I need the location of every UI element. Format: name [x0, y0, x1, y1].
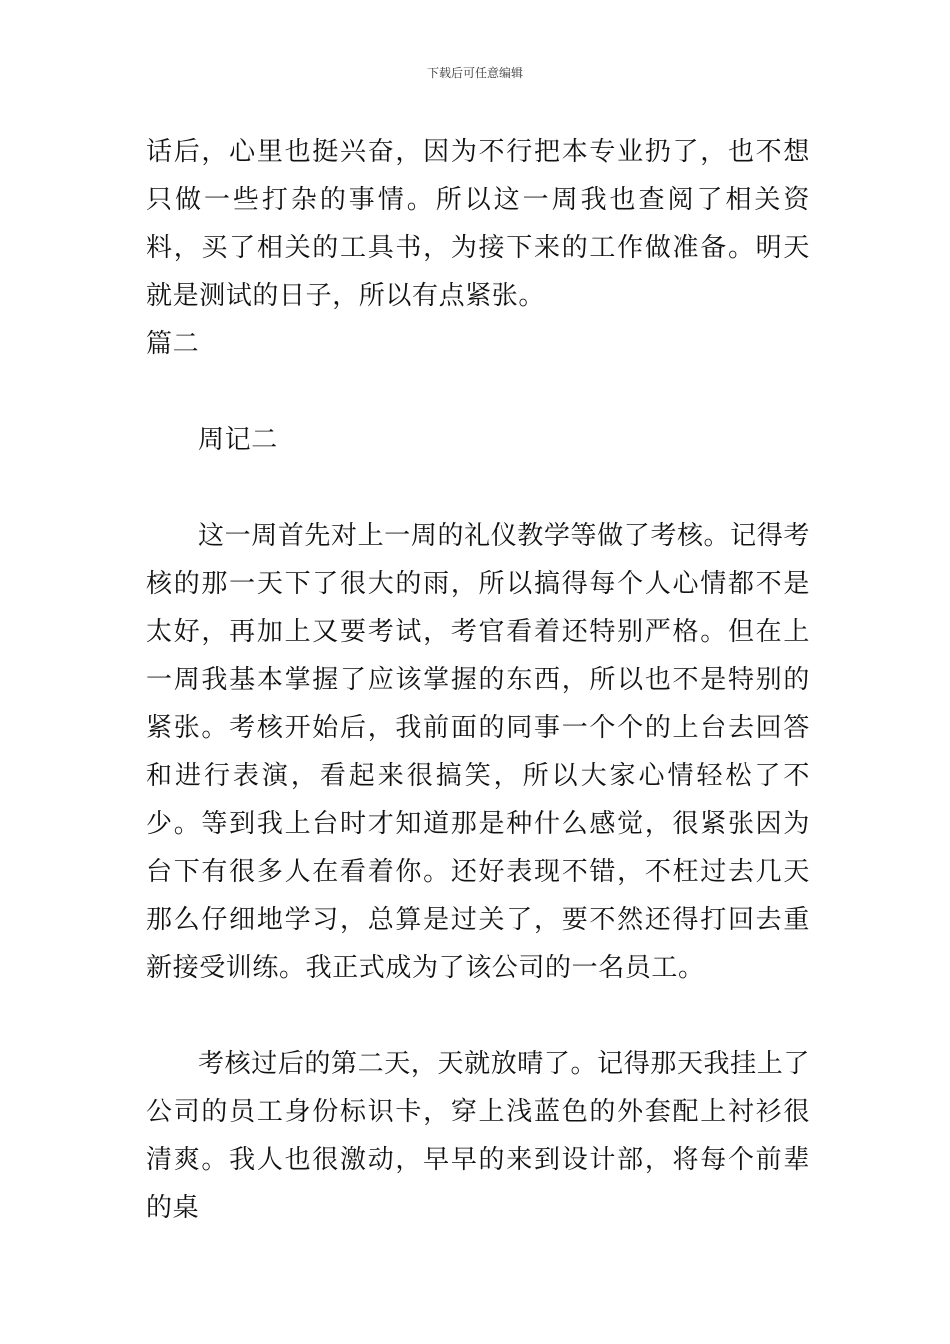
spacer	[146, 992, 810, 1040]
paragraph-2: 这一周首先对上一周的礼仪教学等做了考核。记得考核的那一天下了很大的雨，所以搞得每个人心情都不是太好，再加上又要考试，考官看着还特别严格。但在上一周我基本掌握了应该掌握的东西，所以也不是特别的紧张。考核开始后，我前面的同事一个个的上台去回答和进行表演，看起来很搞笑，所以大家心情轻松了不少。等到我上台时才知道那是种什么感觉，很紧张因为台下有很多人在看着你。还好表现不错，不枉过去几天那么仔细地学习，总算是过关了，要不然还得打回去重新接受训练。我正式成为了该公司的一名员工。	[146, 521, 810, 983]
section-title: 篇二	[146, 329, 200, 359]
paragraph-3: 考核过后的第二天，天就放晴了。记得那天我挂上了公司的员工身份标识卡，穿上浅蓝色的外套配上衬衫很清爽。我人也很激动，早早的来到设计部，将每个前辈的桌	[146, 1049, 810, 1223]
spacer	[146, 368, 810, 416]
week-title: 周记二	[198, 425, 278, 455]
spacer	[146, 464, 810, 512]
document-body	[146, 128, 810, 1232]
page-header: 下载后可任意编辑	[426, 66, 523, 80]
paragraph-1: 话后，心里也挺兴奋，因为不行把本专业扔了，也不想只做一些打杂的事情。所以这一周我也查阅了相关资料，买了相关的工具书，为接下来的工作做准备。明天就是测试的日子，所以有点紧张。	[146, 137, 810, 311]
